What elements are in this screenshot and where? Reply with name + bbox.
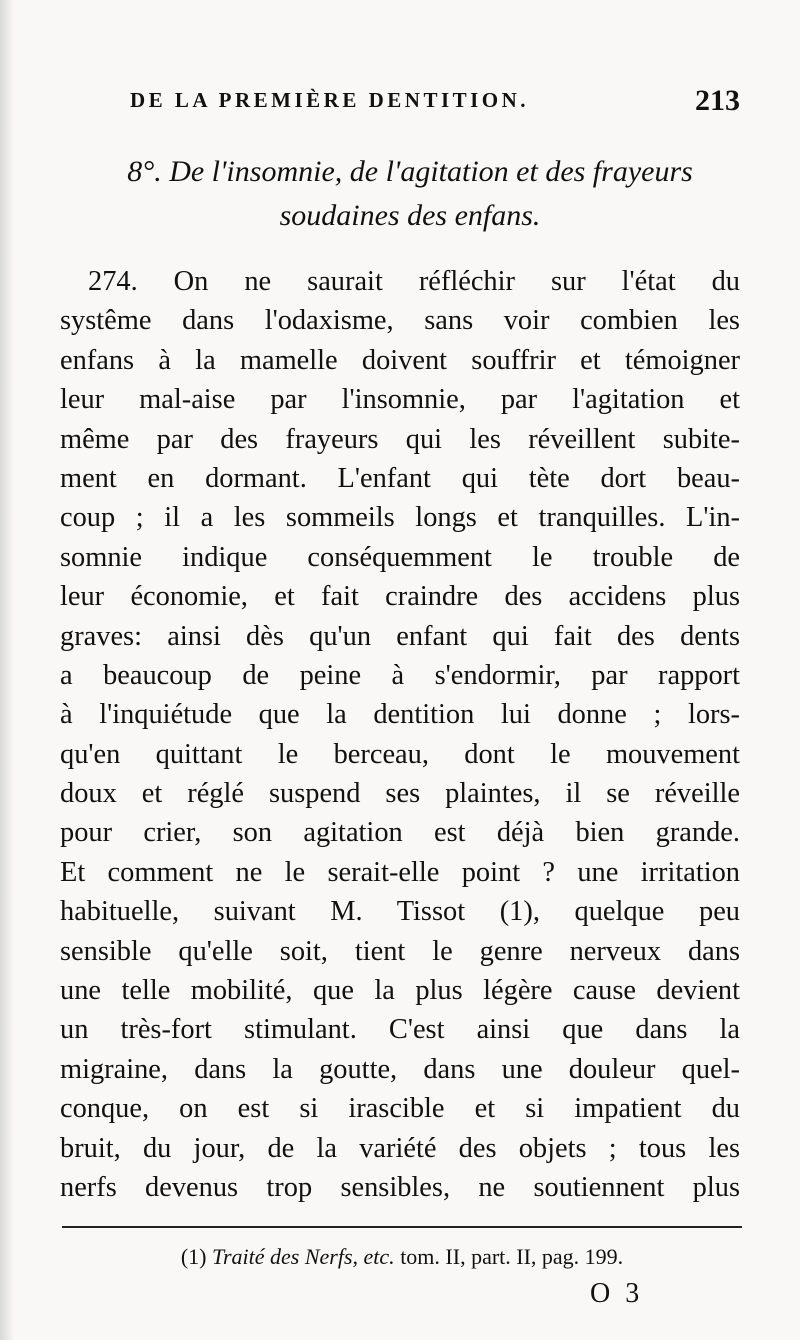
- text-line: 274. On ne saurait réfléchir sur l'état du: [88, 266, 740, 297]
- text-line: à l'inquiétude que la dentition lui donne ; lors-: [60, 699, 740, 731]
- text-line: sensible qu'elle soit, tient le genre nerveux dans: [60, 935, 740, 967]
- section-heading: [40, 150, 780, 238]
- footnote: [62, 1244, 742, 1270]
- text-line: leur économie, et fait craindre des accidens plus: [60, 581, 740, 613]
- footnote-reference: tom. II, part. II, pag. 199.: [400, 1244, 624, 1269]
- text-line: bruit, du jour, de la variété des objets ; tous les: [60, 1132, 740, 1164]
- text-line: un très-fort stimulant. C'est ainsi que dans la: [60, 1014, 740, 1046]
- text-line: somnie indique conséquemment le trouble de: [60, 541, 740, 573]
- page-edge-shadow: [0, 0, 14, 1340]
- text-line: graves: ainsi dès qu'un enfant qui fait des dents: [60, 620, 740, 652]
- text-line: leur mal-aise par l'insomnie, par l'agitation et: [60, 384, 740, 416]
- text-line: nerfs devenus trop sensibles, ne soutiennent plus: [60, 1171, 740, 1203]
- text-line: conque, on est si irascible et si impatient du: [60, 1093, 740, 1125]
- page-number: 213: [695, 84, 740, 117]
- text-line: une telle mobilité, que la plus légère cause devient: [60, 975, 740, 1007]
- text-line: systême dans l'odaxisme, sans voir combien les: [60, 305, 740, 337]
- signature-mark: O 3: [590, 1278, 644, 1309]
- text-line: qu'en quittant le berceau, dont le mouvement: [60, 738, 740, 770]
- text-line: a beaucoup de peine à s'endormir, par rapport: [60, 659, 740, 691]
- text-line: doux et réglé suspend ses plaintes, il se réveille: [60, 778, 740, 810]
- text-line: habituelle, suivant M. Tissot (1), quelque peu: [60, 896, 740, 928]
- running-head: [130, 84, 740, 124]
- text-line: ment en dormant. L'enfant qui tète dort beau-: [60, 462, 740, 494]
- footnote-marker: (1): [180, 1244, 207, 1269]
- text-line: migraine, dans la goutte, dans une douleur quel-: [60, 1053, 740, 1085]
- text-line: Et comment ne le serait-elle point ? une irritation: [60, 856, 740, 888]
- section-heading-line: 8°. De l'insomnie, de l'agitation et des frayeurs: [127, 155, 693, 188]
- text-line: pour crier, son agitation est déjà bien grande.: [60, 817, 740, 849]
- section-heading-line: soudaines des enfans.: [279, 199, 541, 232]
- paragraph-274: [60, 262, 740, 1207]
- text-line: même par des frayeurs qui les réveillent subite-: [60, 423, 740, 455]
- running-head-title: DE LA PREMIÈRE DENTITION.: [130, 88, 530, 112]
- text-line: coup ; il a les sommeils longs et tranquilles. L'in-: [60, 502, 740, 534]
- footnote-rule: [62, 1226, 742, 1228]
- footnote-title: Traité des Nerfs, etc.: [211, 1244, 395, 1269]
- text-line: enfans à la mamelle doivent souffrir et témoigner: [60, 344, 740, 376]
